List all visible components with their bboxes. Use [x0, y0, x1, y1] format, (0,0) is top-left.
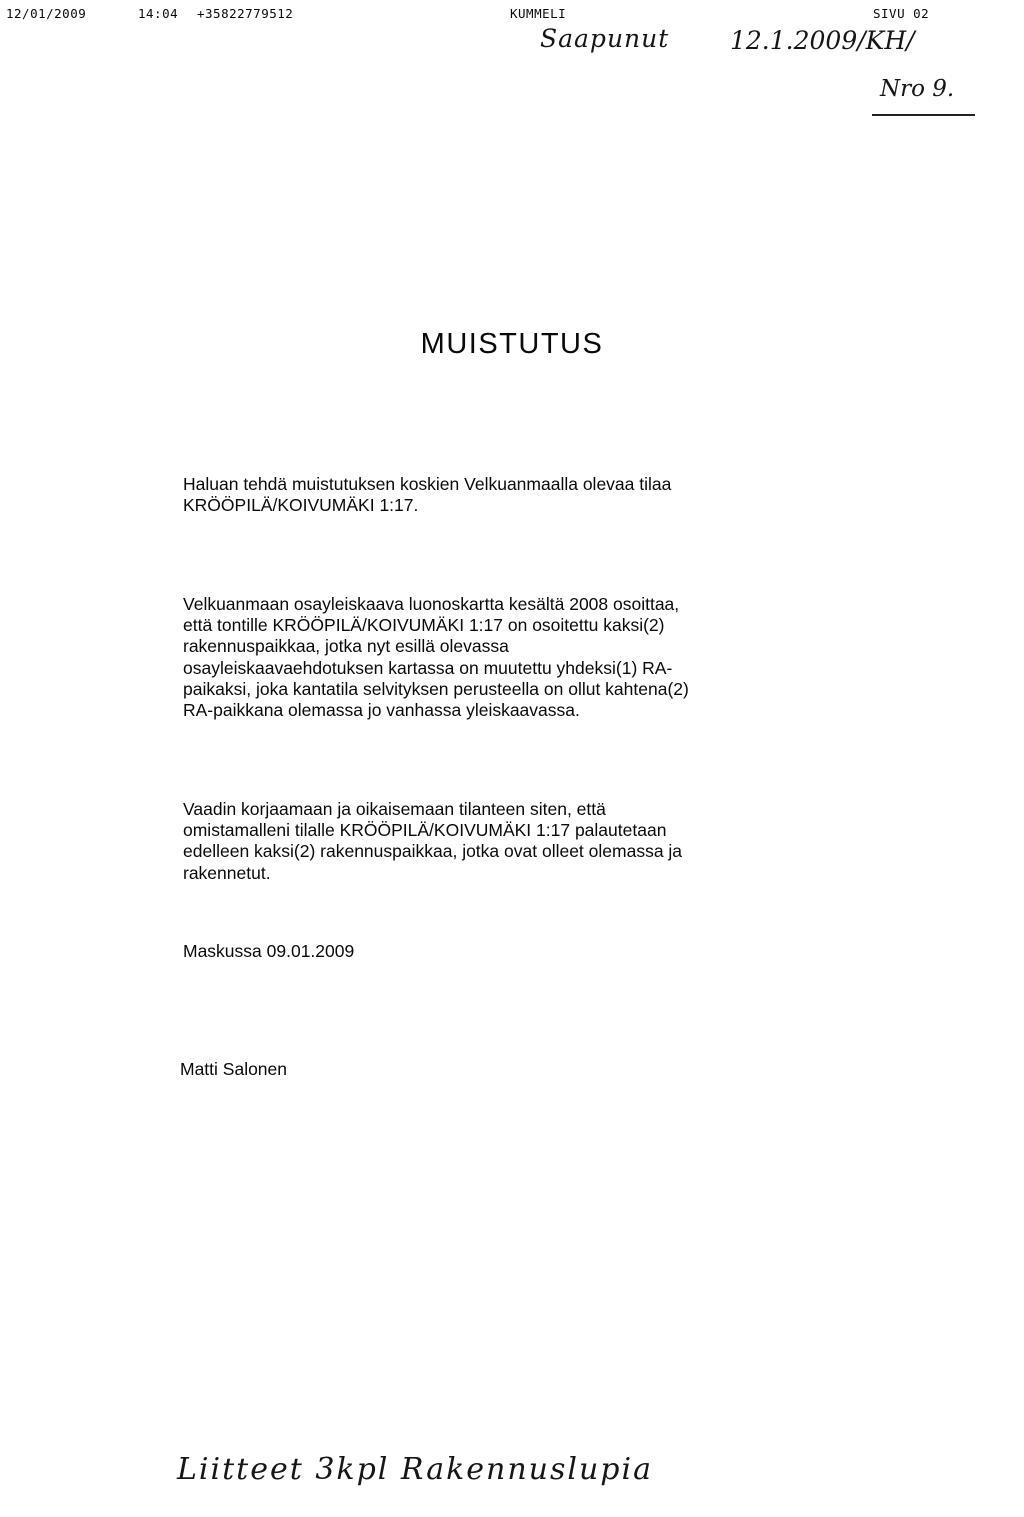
main-line: rakennuspaikkaa, jotka nyt esillä olevassa: [183, 636, 509, 657]
demand-line: rakennetut.: [183, 862, 271, 883]
received-stamp-number: Nro 9.: [880, 76, 955, 102]
fax-time: 14:04: [138, 6, 179, 21]
main-line: paikaksi, joka kantatila selvityksen perusteella on ollut kahtena(2): [183, 678, 689, 699]
fax-header: [0, 6, 1024, 26]
intro-line: Haluan tehdä muistutuksen koskien Velkuanmaalla olevaa tilaa: [183, 474, 672, 494]
fax-phone-number: +35822779512: [197, 6, 294, 21]
demand-line: edelleen kaksi(2) rakennuspaikkaa, jotka ovat olleet olemassa ja: [183, 841, 683, 862]
signatory-name: Matti Salonen: [180, 1059, 288, 1079]
main-line: RA-paikkana olemassa jo vanhassa yleiskaavassa.: [183, 700, 580, 721]
attachments-note: Liitteet 3kpl Rakennuslupia: [177, 1452, 653, 1487]
demand-line: Vaadin korjaamaan ja oikaisemaan tilanteen siten, että: [183, 799, 606, 819]
document-title: MUISTUTUS: [420, 328, 604, 360]
intro-paragraph: [183, 474, 843, 516]
fax-page-number: SIVU 02: [873, 6, 930, 21]
fax-sender: KUMMELI: [510, 6, 567, 21]
stamp-underline: [872, 114, 975, 116]
demand-paragraph: [183, 799, 843, 884]
received-stamp-word: Saapunut: [540, 24, 670, 53]
main-line: Velkuanmaan osayleiskaava luonoskartta kesältä 2008 osoittaa,: [183, 594, 680, 614]
main-line: osayleiskaavaehdotuksen kartassa on muutettu yhdeksi(1) RA-: [183, 657, 673, 678]
received-stamp-date: 12.1.2009/KH/: [730, 26, 915, 55]
main-paragraph: [183, 594, 843, 721]
intro-line: KRÖÖPILÄ/KOIVUMÄKI 1:17.: [183, 495, 419, 516]
main-line: että tontille KRÖÖPILÄ/KOIVUMÄKI 1:17 on osoitettu kaksi(2): [183, 615, 665, 636]
place-and-date: Maskussa 09.01.2009: [183, 941, 355, 961]
demand-line: omistamalleni tilalle KRÖÖPILÄ/KOIVUMÄKI 1:17 palautetaan: [183, 820, 667, 841]
fax-date: 12/01/2009: [6, 6, 87, 21]
